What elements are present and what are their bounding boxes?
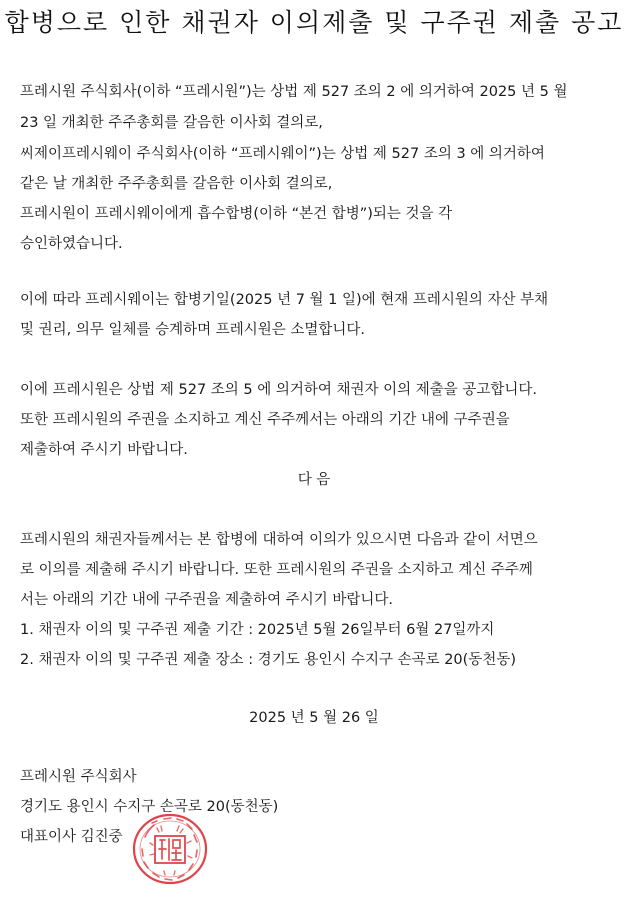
paragraph2-line-2: 및 권리, 의무 일체를 승계하며 프레시원은 소멸합니다. bbox=[20, 322, 366, 338]
paragraph3-line-2: 또한 프레시원의 주권을 소지하고 계신 주주께서는 아래의 기간 내에 구주권을 bbox=[20, 412, 510, 428]
paragraph4-line-3: 서는 아래의 기간 내에 구주권을 제출하여 주시기 바랍니다. bbox=[20, 592, 394, 608]
paragraph1-line-3: 씨제이프레시웨이 주식회사(이하 “프레시웨이”)는 상법 제 527 조의 3 에 의거하여 bbox=[20, 146, 545, 162]
paragraph1-line-5: 프레시원이 프레시웨이에게 흡수합병(이하 “본건 합병”)되는 것을 각 bbox=[20, 206, 453, 222]
notice-title: 합병으로 인한 채권자 이의제출 및 구주권 제출 공고 bbox=[4, 8, 624, 37]
paragraph1-line-4: 같은 날 개최한 주주총회를 갈음한 이사회 결의로, bbox=[20, 176, 333, 192]
company-seal-icon bbox=[131, 812, 209, 886]
paragraph1-line-1: 프레시원 주식회사(이하 “프레시원”)는 상법 제 527 조의 2 에 의거하여 2025 년 5 월 bbox=[20, 84, 568, 100]
paragraph4-line-1: 프레시원의 채권자들께서는 본 합병에 대하여 이의가 있으시면 다음과 같이 서면으 bbox=[20, 532, 538, 548]
paragraph3-line-1: 이에 프레시원은 상법 제 527 조의 5 에 의거하여 채권자 이의 제출을 공고합니다. bbox=[20, 382, 538, 398]
list-item-period: 1. 채권자 이의 및 구주권 제출 기간 : 2025년 5월 26일부터 6월 27일까지 bbox=[20, 622, 495, 638]
list-item-place: 2. 채권자 이의 및 구주권 제출 장소 : 경기도 용인시 수지구 손곡로 20(동천동) bbox=[20, 652, 516, 668]
paragraph2-line-1: 이에 따라 프레시웨이는 합병기일(2025 년 7 월 1 일)에 현재 프레시원의 자산 부채 bbox=[20, 292, 549, 308]
notice-date: 2025 년 5 월 26 일 bbox=[249, 710, 379, 726]
paragraph4-line-2: 로 이의를 제출해 주시기 바랍니다. 또한 프레시원의 주권을 소지하고 계신 주주께 bbox=[20, 562, 533, 578]
paragraph1-line-6: 승인하였습니다. bbox=[20, 236, 123, 252]
section-heading: 다 음 bbox=[297, 472, 331, 488]
paragraph1-line-2: 23 일 개최한 주주총회를 갈음한 이사회 결의로, bbox=[20, 115, 323, 131]
representative-name: 대표이사 김진중 bbox=[20, 829, 123, 845]
company-address: 경기도 용인시 수지구 손곡로 20(동천동) bbox=[20, 799, 279, 815]
company-name: 프레시원 주식회사 bbox=[20, 769, 137, 785]
paragraph3-line-3: 제출하여 주시기 바랍니다. bbox=[20, 442, 188, 458]
